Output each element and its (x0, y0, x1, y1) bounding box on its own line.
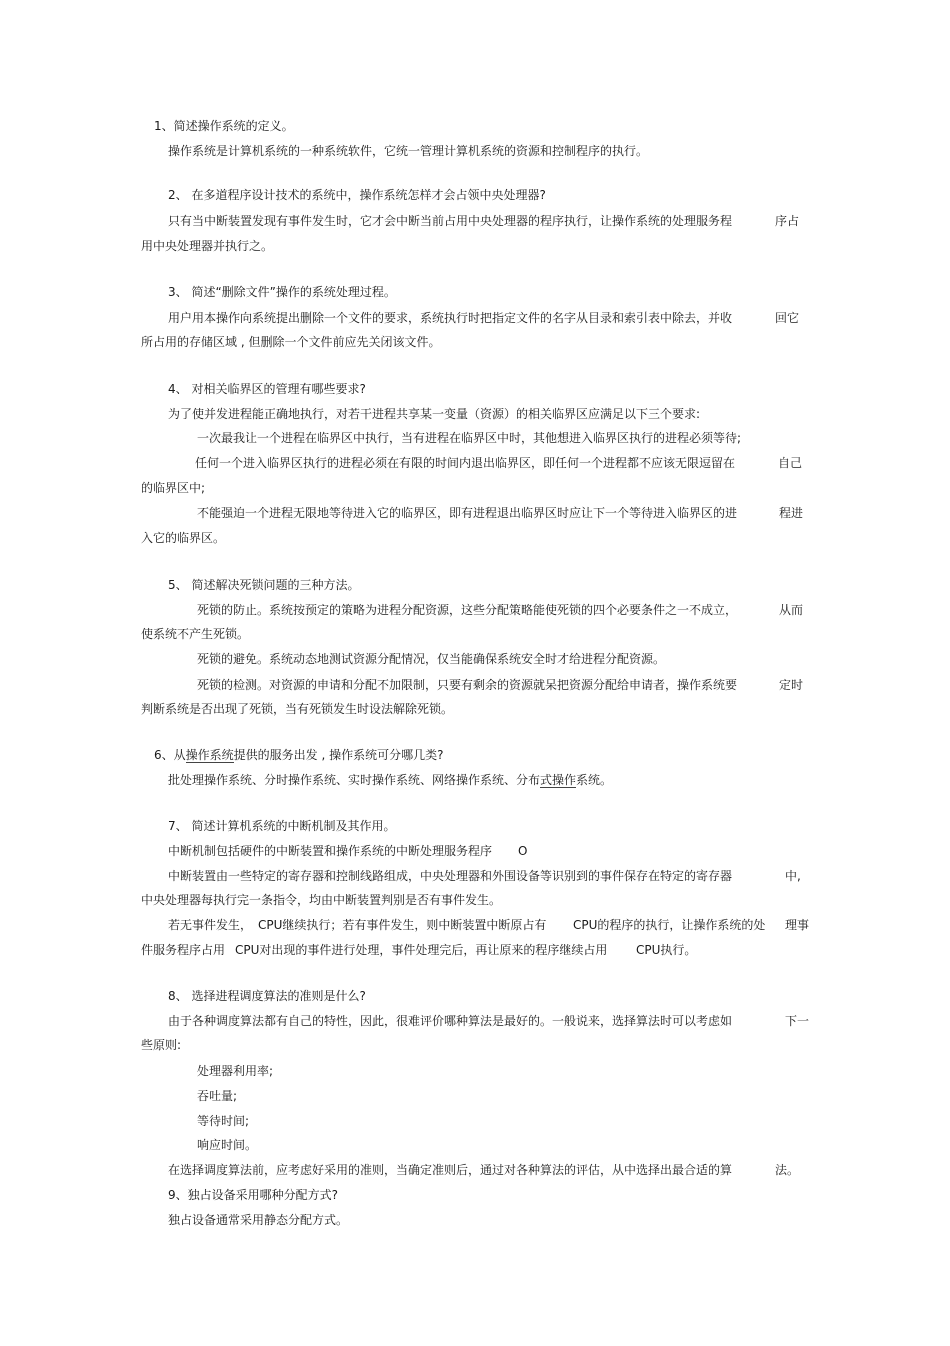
question-7-paragraph-4-part-2: CPU对出现的事件进行处理，事件处理完后，再让原来的程序继续占用 (235, 943, 608, 957)
question-7-paragraph-4-part-1: 件服务程序占用 (141, 943, 226, 957)
question-9-answer: 独占设备通常采用静态分配方式。 (168, 1213, 349, 1227)
question-5-method-3-tail: 定时 (779, 678, 804, 692)
question-4-requirement-1: 一次最我让一个进程在临界区中执行，当有进程在临界区中时，其他想进入临界区执行的进程必须等待; (197, 431, 742, 445)
question-2-answer-line-2: 用中央处理器并执行之。 (141, 239, 274, 253)
question-4-title: 4、 对相关临界区的管理有哪些要求? (168, 382, 366, 396)
question-4-requirement-2-tail: 自己 (778, 456, 803, 470)
question-7-paragraph-2-line-1: 中断装置由一些特定的寄存器和控制线路组成，中央处理器和外围设备等识别到的事件保存在特定的寄存器 (168, 869, 733, 883)
question-6-answer-prefix: 批处理操作系统、分时操作系统、实时操作系统、网络操作系统、分布 (168, 773, 541, 787)
question-8-conclusion: 在选择调度算法前，应考虑好采用的准则，当确定准则后，通过对各种算法的评估，从中选择出最合适的算 (168, 1163, 733, 1177)
question-5-title: 5、 简述解决死锁问题的三种方法。 (168, 578, 360, 592)
question-8-criterion-2: 吞吐量; (197, 1089, 238, 1103)
question-8-intro-tail: 下一 (785, 1014, 810, 1028)
question-4-requirement-3-tail: 程进 (779, 506, 804, 520)
question-4-requirement-2-line-1: 任何一个进入临界区执行的进程必须在有限的时间内退出临界区，即任何一个进程都不应该无限逗留在 (195, 456, 736, 470)
question-7-paragraph-2-line-2: 中央处理器每执行完一条指令，均由中断装置判别是否有事件发生。 (141, 893, 502, 907)
question-6-answer-underlined: 式操作 (540, 773, 577, 787)
question-5-method-2: 死锁的避免。系统动态地测试资源分配情况，仅当能确保系统安全时才给进程分配资源。 (197, 652, 666, 666)
question-8-intro-line-2: 些原则: (141, 1038, 182, 1052)
question-5-method-3-line-1: 死锁的检测。对资源的申请和分配不加限制，只要有剩余的资源就呆把资源分配给申请者，操作系统要 (197, 678, 738, 692)
question-8-intro-line-1: 由于各种调度算法都有自己的特性，因此，很难评价哪种算法是最好的。一般说来，选择算法时可以考虑如 (168, 1014, 733, 1028)
question-8-conclusion-tail: 法。 (775, 1163, 800, 1177)
question-6-title-prefix: 6、从 (154, 748, 186, 762)
question-5-method-3-line-2: 判断系统是否出现了死锁，当有死锁发生时设法解除死锁。 (141, 702, 454, 716)
question-8-criterion-3: 等待时间; (197, 1114, 250, 1128)
question-7-paragraph-3-part-2: CPU继续执行；若有事件发生，则中断装置中断原占有 (258, 918, 547, 932)
question-1-answer: 操作系统是计算机系统的一种系统软件，它统一管理计算机系统的资源和控制程序的执行。 (168, 144, 649, 158)
question-8-criterion-4: 响应时间。 (197, 1138, 258, 1152)
question-3-title: 3、 简述“删除文件”操作的系统处理过程。 (168, 285, 396, 299)
question-4-intro: 为了使并发进程能正确地执行，对若干进程共享某一变量（资源）的相关临界区应满足以下三个要求: (168, 407, 701, 421)
question-5-method-1-tail: 从而 (779, 603, 804, 617)
question-4-requirement-2-line-2: 的临界区中; (141, 481, 206, 495)
question-6-answer-suffix: 系统。 (576, 773, 613, 787)
question-7-paragraph-3-tail: 理事 (785, 918, 810, 932)
question-7-paragraph-1-tail: O (518, 844, 528, 858)
question-2-answer-line-1: 只有当中断装置发现有事件发生时，它才会中断当前占用中央处理器的程序执行，让操作系统的处理服务程 (168, 214, 733, 228)
question-7-paragraph-3-part-3: CPU的程序的执行，让操作系统的处 (573, 918, 766, 932)
question-7-title: 7、 简述计算机系统的中断机制及其作用。 (168, 819, 396, 833)
question-7-paragraph-3-part-1: 若无事件发生， (168, 918, 253, 932)
question-7-paragraph-1: 中断机制包括硬件的中断装置和操作系统的中断处理服务程序 (168, 844, 493, 858)
question-3-answer-line-2: 所占用的存储区域 , 但删除一个文件前应先关闭该文件。 (141, 335, 441, 349)
question-9-title: 9、独占设备采用哪种分配方式? (168, 1188, 339, 1202)
question-5-method-1-line-2: 使系统不产生死锁。 (141, 627, 250, 641)
question-7-paragraph-2-tail: 中, (785, 869, 801, 883)
question-4-requirement-3-line-2: 入它的临界区。 (141, 531, 226, 545)
question-3-answer-line-1-tail: 回它 (775, 311, 800, 325)
question-7-paragraph-4-part-3: CPU执行。 (636, 943, 697, 957)
question-1-title: 1、简述操作系统的定义。 (154, 119, 294, 133)
question-6-title-underlined: 操作系统 (185, 748, 234, 762)
question-2-answer-line-1-tail: 序占 (775, 214, 800, 228)
question-8-title: 8、 选择进程调度算法的准则是什么? (168, 989, 366, 1003)
question-2-title: 2、 在多道程序设计技术的系统中，操作系统怎样才会占领中央处理器? (168, 188, 546, 202)
question-8-criterion-1: 处理器利用率; (197, 1064, 274, 1078)
question-3-answer-line-1: 用户用本操作向系统提出删除一个文件的要求，系统执行时把指定文件的名字从目录和索引表中除去，并收 (168, 311, 733, 325)
question-5-method-1-line-1: 死锁的防止。系统按预定的策略为进程分配资源，这些分配策略能使死锁的四个必要条件之一不成立， (197, 603, 738, 617)
question-6-title-suffix: 提供的服务出发 , 操作系统可分哪几类? (233, 748, 444, 762)
question-4-requirement-3-line-1: 不能强迫一个进程无限地等待进入它的临界区，即有进程退出临界区时应让下一个等待进入临界区的进 (197, 506, 738, 520)
question-6-answer (168, 772, 612, 788)
question-6-title (154, 747, 443, 763)
